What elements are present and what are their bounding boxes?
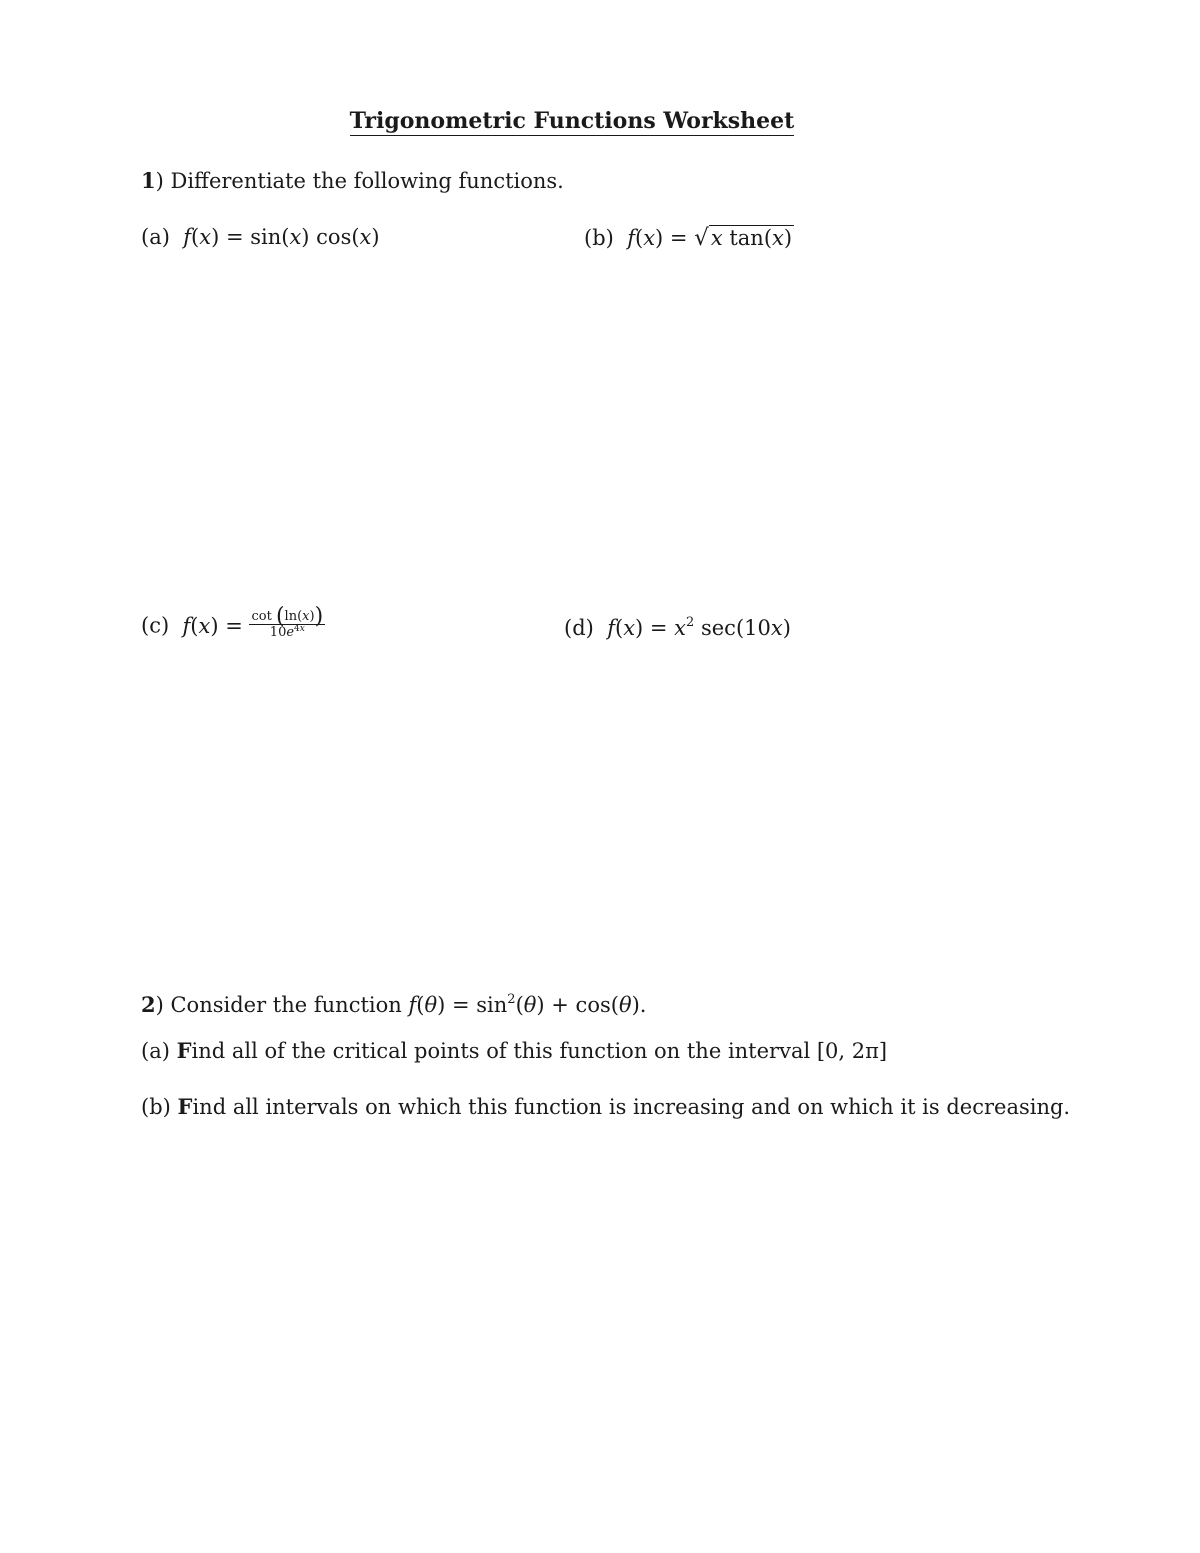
page-title: Trigonometric Functions Worksheet: [349, 108, 795, 134]
question-1d: (d) $f(x) = x^2$ sec(10x): [564, 615, 791, 640]
formula-1d: $f(x) = x^2$ sec(10x): [607, 615, 791, 640]
question-2b: (b) Find all intervals on which this function is increasing and on which it is decreasing.: [141, 1094, 1071, 1119]
question-2a: (a) Find all of the critical points of this function on the interval [0, 2π]: [141, 1038, 888, 1063]
question-1c: (c) f(x) = $\frac{\cot (\ln(x))}{10e^{4x}}$: [141, 604, 324, 640]
question-1b: (b) f(x) = √x tan(x): [584, 225, 793, 251]
formula-1c: f(x) = $\frac{\cot (\ln(x))}{10e^{4x}}$: [182, 604, 324, 640]
question-1-prompt: 1) Differentiate the following functions.: [141, 168, 564, 193]
question-1a: (a) f(x) = sin(x) cos(x): [141, 225, 380, 249]
question-2-prompt: 2) Consider the function $f(\theta) = \sin^2(\theta) + \cos(\theta)$.: [141, 992, 647, 1017]
formula-2: $f(\theta) = \sin^2(\theta) + \cos(\theta)$.: [408, 992, 647, 1017]
formula-1a: f(x) = sin(x) cos(x): [183, 225, 380, 249]
formula-1b: f(x) = √x tan(x): [627, 225, 793, 251]
